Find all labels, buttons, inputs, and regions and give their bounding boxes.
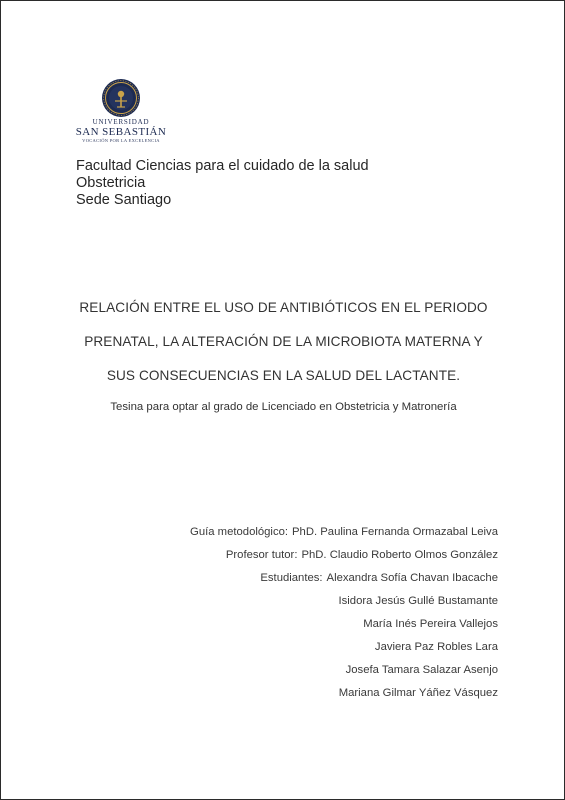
student-name: Alexandra Sofía Chavan Ibacache [326, 572, 498, 584]
guide-label: Guía metodológico: [190, 526, 289, 538]
tutor-row [78, 544, 498, 567]
student-name: Josefa Tamara Salazar Asenjo [345, 664, 498, 676]
student-row [78, 613, 498, 636]
thesis-title [61, 291, 506, 393]
logo-line-2: SAN SEBASTIÁN [75, 126, 167, 138]
thesis-subtitle: Tesina para optar al grado de Licenciado en Obstetricia y Matronería [110, 401, 457, 413]
title-line-1: RELACIÓN ENTRE EL USO DE ANTIBIÓTICOS EN EL PERIODO [79, 300, 488, 315]
tutor-label: Profesor tutor: [225, 549, 298, 561]
title-line-2: PRENATAL, LA ALTERACIÓN DE LA MICROBIOTA MATERNA Y [84, 334, 483, 349]
student-name: Mariana Gilmar Yáñez Vásquez [338, 687, 498, 699]
university-logo [73, 78, 169, 152]
university-name [73, 118, 169, 144]
students-label: Estudiantes: [260, 572, 323, 584]
program-name: Obstetricia [76, 175, 146, 191]
student-row [78, 636, 498, 659]
guide-name: PhD. Paulina Fernanda Ormazabal Leiva [292, 526, 498, 538]
university-seal-icon [101, 78, 141, 118]
logo-line-1: UNIVERSIDAD [92, 118, 150, 126]
student-row [78, 590, 498, 613]
logo-motto: VOCACIÓN POR LA EXCELENCIA [82, 138, 160, 143]
guide-row [78, 521, 498, 544]
credits-block [78, 521, 498, 705]
tutor-name: PhD. Claudio Roberto Olmos González [301, 549, 498, 561]
faculty-block [76, 158, 369, 209]
student-name: Javiera Paz Robles Lara [374, 641, 498, 653]
student-name: María Inés Pereira Vallejos [363, 618, 498, 630]
faculty-name: Facultad Ciencias para el cuidado de la salud [76, 158, 369, 174]
student-name: Isidora Jesús Gullé Bustamante [338, 595, 498, 607]
title-line-3: SUS CONSECUENCIAS EN LA SALUD DEL LACTANTE. [106, 368, 461, 383]
student-row [78, 567, 498, 590]
student-row [78, 682, 498, 705]
student-row [78, 659, 498, 682]
campus-name: Sede Santiago [76, 192, 172, 208]
